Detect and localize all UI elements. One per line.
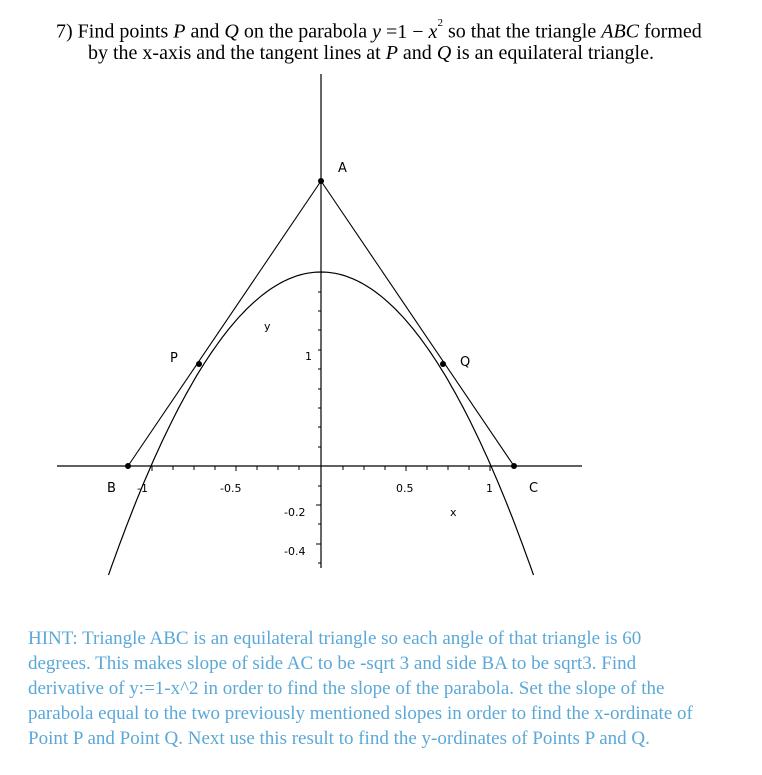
tick-label-one-y: 1 <box>305 350 312 363</box>
label-P: P <box>170 351 178 366</box>
point-Q <box>440 361 446 367</box>
label-A: A <box>338 161 347 176</box>
tick-label-neg1: -1 <box>137 482 148 495</box>
hint-text <box>28 626 748 751</box>
tangent-line-BA <box>128 181 321 466</box>
x-axis-label: x <box>450 506 457 519</box>
tick-label-pos05: 0.5 <box>396 482 414 495</box>
problem-line-1: 7) Find points P and Q on the parabola $y =1 - x^2$ so that the triangle ABC formed <box>56 17 702 43</box>
problem-number: 7) <box>56 20 73 43</box>
label-B: B <box>107 481 116 496</box>
parabola-equation: $y =1 - x^2$ <box>372 17 443 43</box>
hint-line-5: Point P and Point Q. Next use this result to find the y-ordinates of Points P and Q. <box>28 728 650 749</box>
hint-line-4: parabola equal to the two previously mentioned slopes in order to find the x-ordinate of <box>28 703 693 724</box>
y-axis-label: y <box>264 320 271 333</box>
hint-line-2: degrees. This makes slope of side AC to be -sqrt 3 and side BA to be sqrt3. Find <box>28 653 637 674</box>
tick-label-neg02: -0.2 <box>284 506 306 519</box>
tick-label-pos1: 1 <box>486 482 493 495</box>
tick-label-neg04: -0.4 <box>284 545 306 558</box>
label-Q: Q <box>460 355 471 370</box>
problem-line-2: by the x-axis and the tangent lines at P and Q is an equilateral triangle. <box>88 42 654 64</box>
hint-line-1: HINT: Triangle ABC is an equilateral triangle so each angle of that triangle is 60 <box>28 628 642 649</box>
tick-label-neg05: -0.5 <box>220 482 242 495</box>
point-B <box>125 463 131 469</box>
label-C: C <box>529 481 539 496</box>
y-axis-ticks <box>316 272 321 563</box>
tangent-line-AC <box>321 181 514 466</box>
hint-line-3: derivative of y:=1-x^2 in order to find the slope of the parabola. Set the slope of the <box>28 678 665 699</box>
point-C <box>511 463 517 469</box>
point-A <box>318 178 324 184</box>
point-P <box>196 361 202 367</box>
